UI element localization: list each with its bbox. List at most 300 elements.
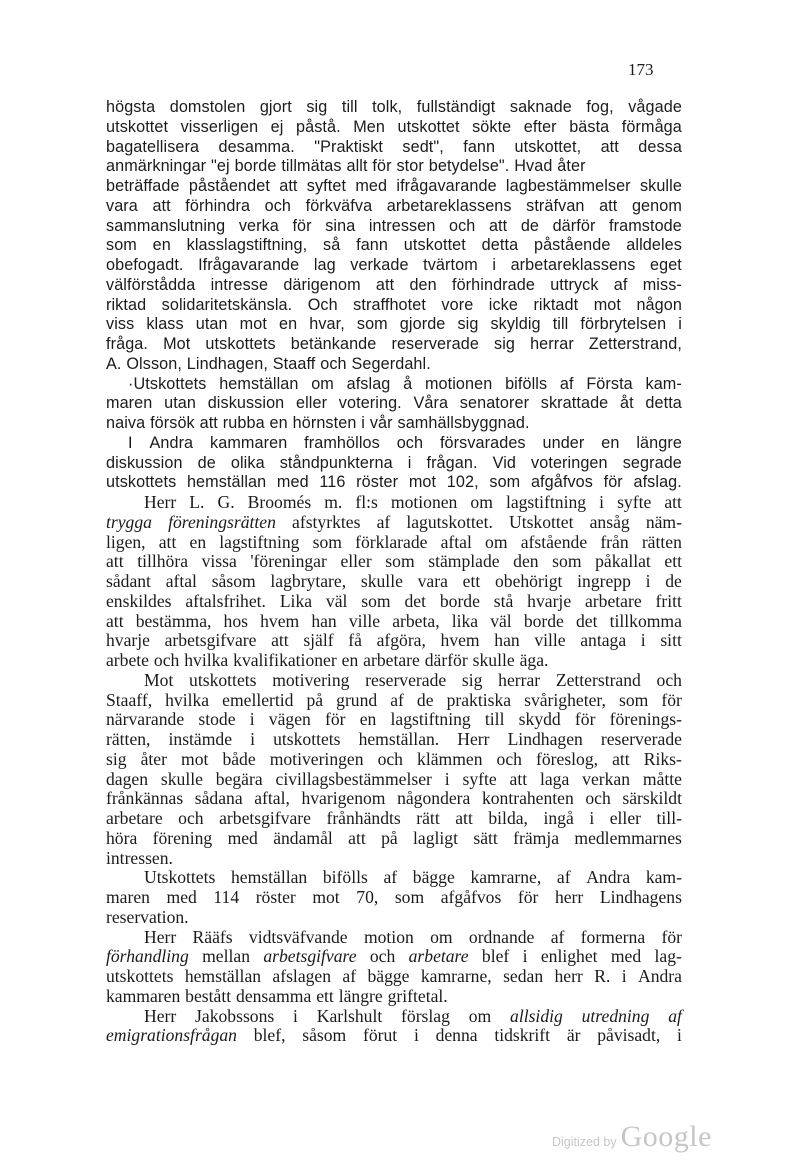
word: afslag: [346, 374, 391, 393]
word: af: [342, 966, 357, 986]
word: 114: [213, 887, 240, 907]
word: enlighet: [540, 946, 598, 967]
word: A.: [106, 354, 122, 373]
word: rätt: [416, 808, 440, 828]
word: Rääfs: [192, 926, 233, 947]
text-line: [106, 1026, 682, 1046]
word: miss-: [642, 275, 682, 294]
word: i: [599, 492, 605, 512]
word: enskildes: [106, 590, 172, 611]
word: hemställan: [219, 374, 299, 393]
word: intressen.: [106, 847, 173, 868]
text-line: [106, 414, 682, 434]
word: eller: [609, 808, 641, 828]
word: såsom: [302, 1025, 347, 1046]
word: ingå: [543, 808, 574, 828]
word: sig: [461, 669, 483, 690]
word: någon: [636, 295, 682, 314]
word: saknade: [509, 98, 572, 116]
word: frånhändts: [326, 808, 401, 828]
text-line: [106, 513, 682, 533]
word: sig: [306, 98, 328, 116]
word: antaga: [580, 630, 627, 651]
word: svårigheter,: [524, 689, 606, 710]
word: tillhöra: [137, 551, 189, 572]
word: förslag: [401, 1005, 450, 1026]
word: Lika: [279, 590, 313, 611]
word: i: [492, 256, 497, 274]
word: kam-: [645, 867, 682, 888]
word: Lindhagens: [599, 887, 682, 907]
word: arbeta,: [392, 610, 440, 631]
word: Staaff: [272, 354, 316, 373]
word: 102,: [446, 473, 479, 492]
word: skulle: [639, 177, 682, 195]
word: borde: [439, 590, 480, 611]
word: förklarade: [355, 531, 428, 552]
word: afstyrktes: [292, 511, 361, 532]
word: sina: [325, 216, 356, 235]
text-line: [106, 730, 682, 750]
google-logo: Google: [620, 1120, 712, 1153]
word: lagutskottet.: [406, 511, 493, 532]
text-line: [106, 967, 682, 987]
word: fann: [463, 137, 496, 156]
word: riktadt: [533, 295, 579, 314]
text-line: [106, 671, 682, 691]
word: på: [381, 827, 398, 848]
word: reserverade: [365, 669, 447, 690]
word: sätt: [473, 827, 498, 848]
word: reserverade: [391, 335, 479, 353]
word: Zetterstrand,: [588, 335, 682, 353]
word: med: [227, 827, 258, 848]
word: stode: [198, 709, 236, 730]
word: medlemmarnes: [574, 827, 682, 848]
word: han: [311, 610, 337, 631]
word: desamma.: [218, 137, 295, 156]
word: lag: [313, 256, 336, 274]
word: med: [610, 946, 642, 967]
text-line: [106, 631, 682, 651]
word: klass: [146, 315, 184, 334]
word: blef,: [253, 1025, 286, 1046]
word: sig: [106, 748, 127, 769]
word: framhöllos: [304, 433, 380, 452]
word: detta: [645, 394, 682, 413]
word: borde: [523, 610, 564, 631]
word: en: [279, 315, 298, 334]
word: intresse: [210, 275, 269, 294]
text-line: [106, 454, 682, 474]
word: åt: [619, 394, 634, 413]
word: någondera: [397, 788, 471, 809]
word: arbete: [106, 650, 149, 670]
word: påstå.: [295, 117, 341, 136]
word: i: [413, 1025, 419, 1046]
word: hvar,: [309, 315, 345, 334]
word: för: [661, 926, 682, 947]
word: föreningsrätten: [168, 511, 276, 532]
text-line: [106, 1007, 682, 1027]
word: bifölls: [322, 867, 368, 888]
word: om: [430, 926, 453, 947]
word: griftetal.: [387, 985, 448, 1006]
word: vår: [369, 414, 393, 432]
word: röster: [356, 473, 399, 492]
word: högsta: [106, 98, 156, 116]
word: sådana: [194, 788, 243, 809]
word: stå: [493, 590, 514, 611]
word: förmåga: [621, 117, 682, 136]
word: eller: [296, 394, 328, 413]
word: obefogadt.: [106, 256, 184, 274]
word: vara: [417, 571, 448, 591]
word: gjorde: [399, 315, 446, 334]
word: längre: [636, 433, 682, 452]
word: klämmen: [417, 748, 483, 769]
word: sökte: [472, 117, 512, 136]
text-line: [106, 710, 682, 730]
word: hemställan: [184, 966, 262, 986]
page-number: 173: [628, 60, 654, 79]
word: bifölls: [505, 374, 548, 393]
word: 116: [319, 473, 346, 492]
word: eller: [340, 551, 372, 572]
word: ligen,: [106, 531, 146, 552]
word: och: [377, 748, 403, 769]
word: skydd: [518, 709, 561, 730]
word: såsom: [211, 571, 256, 591]
word: mellan: [202, 946, 251, 967]
word: motionen: [424, 374, 493, 393]
word: kamrarne,: [470, 867, 542, 888]
word: sedt",: [402, 137, 444, 156]
word: reserverade: [600, 729, 682, 749]
word: utskottet,: [514, 137, 582, 156]
word: domstolen: [169, 98, 246, 116]
word: kontrahenten: [481, 788, 574, 809]
word: och: [585, 788, 611, 809]
word: att: [600, 137, 619, 156]
word: emellertid: [222, 689, 294, 710]
word: 'föreningar: [250, 551, 327, 572]
word: emigrationsfrågan: [106, 1025, 237, 1046]
word: påstående: [533, 236, 611, 255]
word: vågade: [628, 98, 682, 116]
word: betänkande: [290, 335, 377, 353]
word: bilda,: [488, 808, 528, 828]
word: klasslagstiftning,: [186, 236, 308, 255]
word: de: [665, 571, 682, 591]
word: ingrepp: [577, 571, 631, 591]
word: Andra: [637, 966, 682, 986]
word: en: [152, 236, 171, 255]
word: som: [489, 473, 521, 492]
word: i: [250, 729, 255, 749]
word: Olsson,: [126, 354, 182, 373]
word: att: [612, 748, 630, 769]
text-line: [106, 177, 682, 197]
word: arbetsgifvare: [164, 630, 257, 651]
word: af: [556, 867, 571, 888]
word: herrar: [498, 669, 541, 690]
word: solidaritetskänsla.: [161, 295, 293, 314]
word: diskussion: [207, 394, 285, 413]
word: skyldig: [490, 315, 541, 334]
word: Broomés: [247, 492, 312, 512]
word: att: [199, 414, 218, 432]
word: och: [153, 650, 180, 670]
word: Andra: [586, 867, 631, 888]
word: Karlshult: [316, 1005, 383, 1026]
word: hvarje: [527, 590, 572, 611]
word: mot: [408, 473, 437, 492]
word: att: [375, 275, 395, 294]
text-line: [106, 98, 682, 118]
word: välförstådda: [106, 275, 196, 294]
word: af: [613, 275, 628, 294]
word: å: [403, 374, 413, 393]
word: med: [166, 887, 197, 907]
word: eget: [650, 256, 682, 274]
word: rätten,: [106, 729, 151, 749]
word: bägge: [367, 966, 410, 986]
text-line: [106, 849, 682, 869]
word: verka: [238, 216, 279, 235]
word: olika: [230, 453, 265, 472]
word: att: [348, 827, 366, 848]
word: längre: [338, 985, 383, 1006]
word: hörnsten: [292, 414, 357, 432]
word: utskottets: [106, 966, 174, 986]
text-line: [106, 928, 682, 948]
word: bägge: [412, 867, 455, 888]
word: Hvad: [514, 157, 553, 176]
word: bestått: [185, 985, 232, 1006]
word: både: [222, 748, 256, 769]
word: viss: [106, 315, 135, 334]
word: mot: [239, 315, 267, 334]
word: förut: [362, 1025, 398, 1046]
word: förhandling: [106, 946, 189, 967]
word: påvisadt,: [597, 1025, 661, 1046]
word: mot: [593, 295, 621, 314]
word: från: [600, 531, 629, 552]
word: tvärtom: [423, 256, 478, 274]
word: skulle: [472, 650, 515, 670]
word: särskildt: [622, 788, 682, 809]
word: arbetare: [585, 590, 642, 611]
word: äga.: [519, 650, 549, 670]
word: att: [158, 531, 177, 552]
word: Utskottets: [144, 867, 216, 888]
word: Mot: [144, 669, 174, 690]
word: laga: [539, 768, 570, 789]
text-line: [106, 770, 682, 790]
word: förkväfva: [305, 196, 373, 215]
word: för: [517, 887, 539, 907]
word: vägen: [268, 709, 311, 730]
word: fl:s: [355, 492, 378, 512]
word: hvilka: [184, 650, 229, 670]
word: få: [348, 630, 362, 651]
text-line: [106, 236, 682, 256]
word: lag-: [654, 946, 682, 967]
word: påståendet: [188, 177, 270, 195]
text-line: [106, 651, 682, 671]
word: för: [661, 689, 682, 710]
word: om: [468, 1005, 492, 1026]
word: förening: [152, 827, 213, 848]
word: om: [485, 531, 508, 552]
word: allt: [346, 157, 368, 176]
word: i: [589, 808, 595, 828]
word: åter: [557, 157, 586, 176]
text-line: [106, 118, 682, 138]
word: att: [152, 196, 171, 215]
word: sammanslutning: [106, 216, 226, 235]
word: borde: [234, 157, 277, 176]
word: Herr: [144, 926, 177, 947]
word: därför: [424, 650, 468, 670]
word: motiveringen: [269, 748, 364, 769]
word: ansåg: [589, 511, 630, 532]
word: utskottet: [403, 236, 466, 255]
word: vidtsväfvande: [248, 926, 348, 947]
word: att: [106, 610, 124, 631]
word: att: [271, 630, 289, 651]
word: och: [369, 946, 396, 967]
text-line: [106, 533, 682, 553]
word: arbetsgifvare: [219, 808, 311, 828]
word: med: [276, 473, 309, 492]
word: kam-: [645, 374, 682, 393]
word: till-: [656, 808, 682, 828]
word: bestämma,: [135, 610, 212, 631]
word: om: [311, 374, 334, 393]
word: tidskrift: [494, 1025, 551, 1046]
word: föreslog,: [536, 748, 599, 769]
text-line: [106, 592, 682, 612]
word: naiva: [106, 414, 146, 432]
word: om: [470, 492, 493, 512]
word: Vid: [492, 453, 517, 472]
text-line: [106, 217, 682, 237]
word: 70,: [356, 887, 379, 907]
watermark-prefix: Digitized by: [552, 1135, 617, 1149]
word: för: [372, 157, 392, 176]
word: hvem: [260, 610, 300, 631]
word: ville: [348, 610, 381, 631]
word: för: [325, 709, 346, 730]
word: arbetareklassens: [386, 196, 512, 215]
word: af: [550, 926, 565, 947]
word: att: [488, 216, 508, 235]
word: sitt: [660, 630, 682, 651]
word: en: [601, 433, 620, 452]
word: utskottets: [189, 669, 257, 690]
word: ett: [664, 551, 682, 572]
text-line: [106, 256, 682, 276]
word: utskottets: [106, 473, 177, 492]
word: beträffade: [106, 177, 180, 195]
word: ståndpunkterna: [279, 453, 393, 472]
word: arbetsgifvare: [263, 946, 357, 967]
word: som: [394, 887, 425, 907]
word: verkade: [350, 256, 409, 274]
text-line: [106, 947, 682, 967]
word: åter: [140, 748, 167, 769]
word: ett: [316, 985, 334, 1006]
word: arbetare: [106, 808, 163, 828]
word: utredning: [581, 1005, 650, 1026]
word: kammaren: [106, 985, 181, 1006]
word: voteringen: [531, 453, 608, 472]
word: afgåfvos: [530, 473, 593, 492]
word: verkan: [582, 768, 631, 789]
word: G.: [217, 492, 235, 512]
word: stämplade: [428, 551, 500, 572]
word: utskottets: [205, 335, 276, 353]
word: Första: [586, 374, 633, 393]
body-text: [106, 98, 682, 1046]
word: förenings-: [609, 709, 682, 730]
text-line: [106, 888, 682, 908]
word: votering.: [338, 394, 402, 413]
word: utskottet: [397, 117, 460, 136]
word: och: [178, 808, 204, 828]
word: vore: [441, 295, 474, 314]
word: det: [404, 590, 426, 611]
word: straffhotet: [353, 295, 426, 314]
word: L.: [189, 492, 205, 512]
word: som: [106, 236, 137, 255]
word: detta: [481, 236, 519, 255]
text-line: [106, 750, 682, 770]
word: tolk,: [372, 98, 403, 116]
digitized-by-google-watermark: [552, 1120, 712, 1154]
text-line: [106, 138, 682, 158]
word: Men: [353, 117, 385, 136]
word: röster: [255, 887, 296, 907]
text-line: [106, 375, 682, 395]
word: som: [385, 551, 415, 572]
word: skulle: [360, 571, 403, 591]
word: ändamål: [273, 827, 333, 848]
word: och: [320, 354, 347, 373]
word: till: [341, 98, 358, 116]
word: och: [449, 216, 476, 235]
word: utskottet: [106, 117, 169, 136]
word: riktad: [106, 295, 147, 314]
word: I: [128, 433, 133, 452]
word: grund: [336, 689, 378, 710]
text-line: [106, 691, 682, 711]
word: måtte: [642, 768, 682, 789]
word: till: [484, 709, 505, 730]
word: herr: [554, 887, 584, 907]
word: ville: [534, 630, 566, 651]
word: som: [552, 551, 582, 572]
text-line: [106, 572, 682, 592]
word: kamrarne,: [420, 966, 492, 986]
word: syfte: [462, 768, 497, 789]
word: aftal: [165, 571, 197, 591]
word: så: [323, 236, 341, 255]
word: och: [264, 196, 292, 215]
word: i: [677, 1025, 682, 1046]
